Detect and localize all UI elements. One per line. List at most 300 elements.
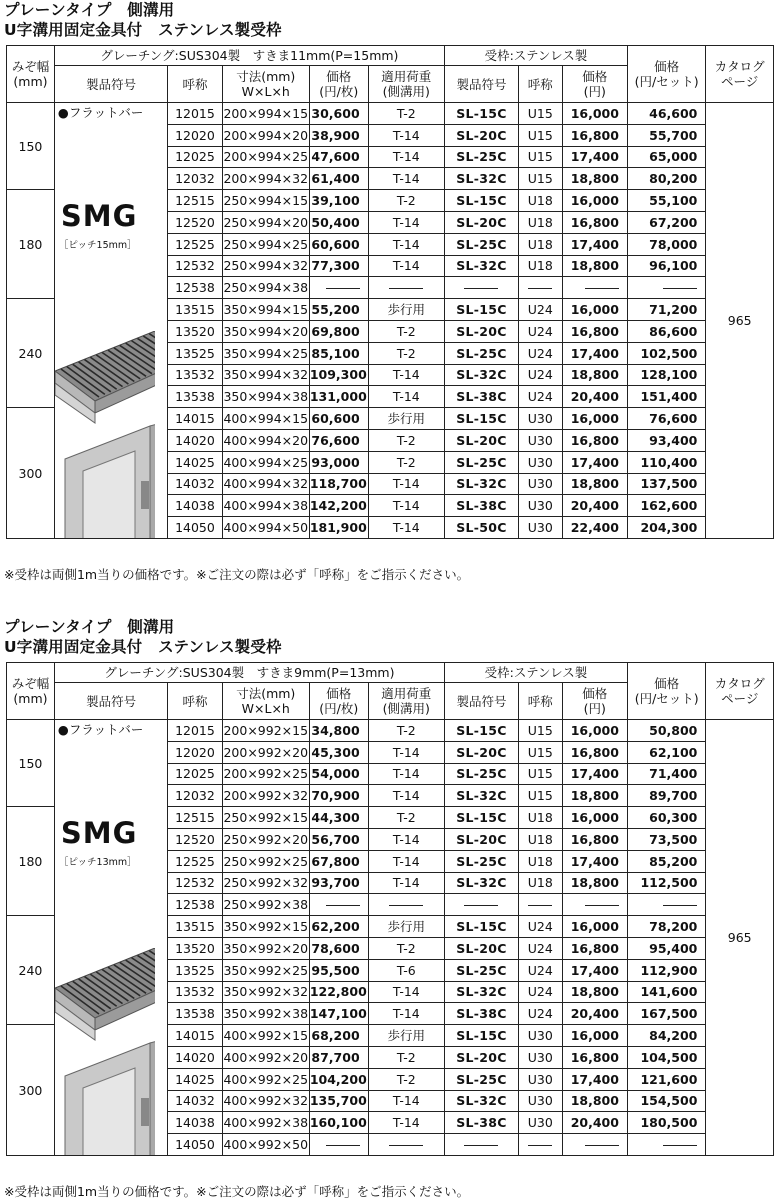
name-cell: 12515 — [168, 807, 222, 829]
name-header: 呼称 — [168, 683, 222, 720]
frame-price-cell — [562, 894, 627, 916]
frame-code-cell: SL-32C — [444, 255, 518, 277]
set-price-cell: 112,900 — [627, 959, 705, 981]
frame-code-cell: SL-15C — [444, 1025, 518, 1047]
section-title-line2: U字溝用固定金具付 ステンレス製受枠 — [4, 21, 282, 39]
unit-price-cell: 54,000 — [309, 763, 368, 785]
unit-price-cell: 77,300 — [309, 255, 368, 277]
load-cell: T-14 — [368, 233, 444, 255]
dimensions-cell: 350×992×25 — [222, 959, 309, 981]
frame-price-cell: 20,400 — [562, 1003, 627, 1025]
width-cell: 150 — [7, 720, 55, 807]
name-cell: 12025 — [168, 146, 222, 168]
set-price-cell: 204,300 — [627, 517, 705, 539]
not-available-dash — [663, 905, 697, 906]
unit-price-cell: 38,900 — [309, 124, 368, 146]
unit-price-cell: 181,900 — [309, 517, 368, 539]
dimensions-cell: 200×994×32 — [222, 168, 309, 190]
name-cell: 13532 — [168, 364, 222, 386]
load-cell: T-14 — [368, 386, 444, 408]
frame-name-cell: U24 — [519, 364, 563, 386]
frame-code-cell: SL-25C — [444, 342, 518, 364]
load-cell — [368, 277, 444, 299]
load-cell: T-14 — [368, 211, 444, 233]
catalog-page-cell: 965 — [706, 720, 774, 1156]
set-price-cell: 151,400 — [627, 386, 705, 408]
frame-name-cell: U30 — [519, 429, 563, 451]
frame-name-cell: U15 — [519, 741, 563, 763]
frame-name-cell: U30 — [519, 1025, 563, 1047]
frame-code-cell: SL-15C — [444, 190, 518, 212]
load-cell: T-14 — [368, 364, 444, 386]
unit-price-cell: 104,200 — [309, 1068, 368, 1090]
set-price-cell: 85,200 — [627, 850, 705, 872]
dimensions-cell: 200×994×25 — [222, 146, 309, 168]
unit-price-cell: 55,200 — [309, 299, 368, 321]
name-cell: 12020 — [168, 124, 222, 146]
frame-price-cell: 18,800 — [562, 364, 627, 386]
frame-name-cell: U30 — [519, 473, 563, 495]
frame-group-header: 受枠:ステンレス製 — [444, 46, 627, 66]
frame-price-cell: 16,000 — [562, 299, 627, 321]
set-price-cell: 110,400 — [627, 451, 705, 473]
unit-price-cell: 93,700 — [309, 872, 368, 894]
load-cell: 歩行用 — [368, 299, 444, 321]
frame-code-cell: SL-20C — [444, 429, 518, 451]
frame-price-cell: 16,800 — [562, 937, 627, 959]
set-price-cell: 84,200 — [627, 1025, 705, 1047]
dimensions-cell: 350×992×15 — [222, 916, 309, 938]
not-available-dash — [663, 1145, 697, 1146]
load-cell: T-14 — [368, 1090, 444, 1112]
unit-price-header: 価格 (円/枚) — [309, 66, 368, 103]
frame-name-cell: U15 — [519, 720, 563, 742]
catalog-page-header: カタログ ページ — [706, 663, 774, 720]
load-cell: T-14 — [368, 1003, 444, 1025]
unit-price-cell: 135,700 — [309, 1090, 368, 1112]
dimensions-cell: 250×992×25 — [222, 850, 309, 872]
table-row — [7, 720, 774, 742]
load-cell: T-14 — [368, 168, 444, 190]
frame-name-cell: U30 — [519, 1046, 563, 1068]
load-cell — [368, 894, 444, 916]
frame-code-cell — [444, 277, 518, 299]
set-price-cell: 112,500 — [627, 872, 705, 894]
frame-name-cell — [519, 1134, 563, 1156]
section-title-line1: プレーンタイプ 側溝用 — [4, 618, 175, 636]
frame-price-cell: 17,400 — [562, 959, 627, 981]
load-cell: T-2 — [368, 1046, 444, 1068]
set-price-cell: 78,200 — [627, 916, 705, 938]
not-available-dash — [528, 905, 552, 906]
load-cell: T-2 — [368, 342, 444, 364]
grating-product-illustration — [55, 331, 155, 538]
unit-price-cell: 76,600 — [309, 429, 368, 451]
not-available-dash — [585, 1145, 619, 1146]
frame-price-cell: 16,000 — [562, 190, 627, 212]
unit-price-cell: 87,700 — [309, 1046, 368, 1068]
dimensions-cell: 350×994×32 — [222, 364, 309, 386]
name-cell: 14032 — [168, 473, 222, 495]
width-cell: 300 — [7, 1025, 55, 1156]
not-available-dash — [389, 905, 423, 906]
frame-name-cell — [519, 277, 563, 299]
load-cell: T-2 — [368, 937, 444, 959]
set-price-cell — [627, 1134, 705, 1156]
set-price-cell: 50,800 — [627, 720, 705, 742]
dimensions-header: 寸法(mm) W×L×h — [222, 66, 309, 103]
frame-name-cell: U24 — [519, 937, 563, 959]
name-cell: 14020 — [168, 429, 222, 451]
frame-name-cell: U30 — [519, 451, 563, 473]
frame-price-cell: 16,800 — [562, 124, 627, 146]
frame-code-cell: SL-25C — [444, 146, 518, 168]
frame-name-cell: U30 — [519, 1090, 563, 1112]
unit-price-cell: 56,700 — [309, 828, 368, 850]
width-column-header: みぞ幅 (mm) — [7, 663, 55, 720]
not-available-dash — [528, 1145, 552, 1146]
pitch-label: ［ピッチ13mm］ — [58, 857, 137, 868]
price-table — [6, 45, 774, 539]
name-cell: 14038 — [168, 495, 222, 517]
name-cell: 12020 — [168, 741, 222, 763]
footnote: ※受枠は両側1m当りの価格です。※ご注文の際は必ず「呼称」をご指示ください。 — [4, 1184, 470, 1199]
frame-price-cell: 16,000 — [562, 408, 627, 430]
name-cell: 13525 — [168, 342, 222, 364]
name-cell: 12515 — [168, 190, 222, 212]
frame-code-cell: SL-32C — [444, 473, 518, 495]
frame-name-cell: U30 — [519, 1112, 563, 1134]
load-cell: T-14 — [368, 763, 444, 785]
frame-code-cell: SL-15C — [444, 103, 518, 125]
frame-code-cell: SL-20C — [444, 320, 518, 342]
name-cell: 14025 — [168, 451, 222, 473]
unit-price-cell: 147,100 — [309, 1003, 368, 1025]
frame-name-cell: U18 — [519, 872, 563, 894]
header-row-1 — [7, 46, 774, 66]
set-price-cell: 60,300 — [627, 807, 705, 829]
not-available-dash — [464, 905, 498, 906]
frame-code-cell: SL-32C — [444, 872, 518, 894]
dimensions-cell: 200×994×20 — [222, 124, 309, 146]
name-cell: 13520 — [168, 937, 222, 959]
not-available-dash — [585, 288, 619, 289]
dimensions-cell: 200×992×20 — [222, 741, 309, 763]
frame-name-cell: U18 — [519, 211, 563, 233]
product-code-header: 製品符号 — [54, 683, 167, 720]
frame-name-cell: U30 — [519, 517, 563, 539]
not-available-dash — [326, 288, 360, 289]
dimensions-cell: 350×994×38 — [222, 386, 309, 408]
frame-name-cell: U15 — [519, 168, 563, 190]
dimensions-cell: 400×992×50 — [222, 1134, 309, 1156]
load-cell: T-2 — [368, 429, 444, 451]
name-cell: 13538 — [168, 386, 222, 408]
load-cell: T-14 — [368, 255, 444, 277]
name-cell: 12025 — [168, 763, 222, 785]
not-available-dash — [389, 288, 423, 289]
frame-price-cell: 16,800 — [562, 828, 627, 850]
frame-price-cell: 18,800 — [562, 872, 627, 894]
load-cell: T-14 — [368, 850, 444, 872]
frame-price-header: 価格 (円) — [562, 683, 627, 720]
frame-name-cell: U24 — [519, 299, 563, 321]
product-code-cell — [54, 720, 167, 1156]
set-price-cell: 95,400 — [627, 937, 705, 959]
name-cell: 14015 — [168, 1025, 222, 1047]
unit-price-cell: 93,000 — [309, 451, 368, 473]
set-price-cell: 93,400 — [627, 429, 705, 451]
not-available-dash — [326, 1145, 360, 1146]
dimensions-cell: 400×994×38 — [222, 495, 309, 517]
not-available-dash — [464, 288, 498, 289]
set-price-cell: 67,200 — [627, 211, 705, 233]
frame-code-cell: SL-25C — [444, 959, 518, 981]
width-cell: 240 — [7, 299, 55, 408]
frame-name-cell: U24 — [519, 981, 563, 1003]
name-cell: 12520 — [168, 211, 222, 233]
load-header: 適用荷重 (側溝用) — [368, 683, 444, 720]
unit-price-cell: 160,100 — [309, 1112, 368, 1134]
load-cell: T-2 — [368, 320, 444, 342]
load-cell: T-6 — [368, 959, 444, 981]
name-cell: 12015 — [168, 720, 222, 742]
dimensions-cell: 350×992×38 — [222, 1003, 309, 1025]
frame-price-cell: 16,800 — [562, 320, 627, 342]
frame-name-cell: U24 — [519, 1003, 563, 1025]
name-cell: 14015 — [168, 408, 222, 430]
frame-name-cell: U18 — [519, 807, 563, 829]
frame-price-cell: 18,800 — [562, 473, 627, 495]
frame-name-cell: U15 — [519, 103, 563, 125]
unit-price-cell: 142,200 — [309, 495, 368, 517]
frame-price-cell: 16,000 — [562, 1025, 627, 1047]
frame-price-cell: 18,800 — [562, 168, 627, 190]
frame-name-cell: U15 — [519, 146, 563, 168]
set-price-cell: 73,500 — [627, 828, 705, 850]
catalog-page-header: カタログ ページ — [706, 46, 774, 103]
load-cell: T-2 — [368, 807, 444, 829]
dimensions-cell: 250×994×15 — [222, 190, 309, 212]
frame-code-cell: SL-15C — [444, 720, 518, 742]
frame-name-cell: U18 — [519, 255, 563, 277]
name-cell: 14020 — [168, 1046, 222, 1068]
load-cell: T-2 — [368, 451, 444, 473]
load-cell: T-14 — [368, 828, 444, 850]
load-cell: T-14 — [368, 981, 444, 1003]
unit-price-cell: 60,600 — [309, 408, 368, 430]
frame-code-cell: SL-25C — [444, 451, 518, 473]
frame-code-cell: SL-32C — [444, 785, 518, 807]
load-cell: T-14 — [368, 495, 444, 517]
name-cell: 12032 — [168, 785, 222, 807]
unit-price-cell: 39,100 — [309, 190, 368, 212]
set-price-cell: 154,500 — [627, 1090, 705, 1112]
frame-code-cell: SL-38C — [444, 1112, 518, 1134]
load-cell: T-2 — [368, 720, 444, 742]
unit-price-cell: 45,300 — [309, 741, 368, 763]
frame-name-cell: U18 — [519, 850, 563, 872]
name-cell: 12015 — [168, 103, 222, 125]
set-price-cell: 46,600 — [627, 103, 705, 125]
unit-price-cell: 50,400 — [309, 211, 368, 233]
product-code-header: 製品符号 — [54, 66, 167, 103]
frame-price-cell — [562, 1134, 627, 1156]
frame-name-cell: U24 — [519, 342, 563, 364]
frame-code-cell: SL-20C — [444, 124, 518, 146]
frame-name-cell: U24 — [519, 959, 563, 981]
frame-name-cell: U15 — [519, 785, 563, 807]
load-cell: 歩行用 — [368, 1025, 444, 1047]
frame-code-cell: SL-25C — [444, 850, 518, 872]
dimensions-cell: 400×994×50 — [222, 517, 309, 539]
dimensions-cell: 400×992×20 — [222, 1046, 309, 1068]
frame-name-header: 呼称 — [519, 66, 563, 103]
dimensions-cell: 200×994×15 — [222, 103, 309, 125]
grating-group-header: グレーチング:SUS304製 すきま9mm(P=13mm) — [54, 663, 444, 683]
frame-name-cell: U30 — [519, 495, 563, 517]
frame-price-cell: 22,400 — [562, 517, 627, 539]
load-cell: T-14 — [368, 785, 444, 807]
name-cell: 12525 — [168, 850, 222, 872]
frame-code-cell: SL-38C — [444, 1003, 518, 1025]
frame-code-cell: SL-20C — [444, 828, 518, 850]
dimensions-header: 寸法(mm) W×L×h — [222, 683, 309, 720]
frame-name-cell: U18 — [519, 828, 563, 850]
width-cell: 150 — [7, 103, 55, 190]
set-price-cell: 162,600 — [627, 495, 705, 517]
set-price-cell: 167,500 — [627, 1003, 705, 1025]
frame-price-cell: 17,400 — [562, 451, 627, 473]
set-price-cell: 71,400 — [627, 763, 705, 785]
frame-price-cell: 17,400 — [562, 850, 627, 872]
set-price-cell: 180,500 — [627, 1112, 705, 1134]
frame-price-cell — [562, 277, 627, 299]
frame-name-cell: U18 — [519, 233, 563, 255]
dimensions-cell: 250×992×32 — [222, 872, 309, 894]
frame-name-cell: U24 — [519, 386, 563, 408]
set-price-cell: 55,700 — [627, 124, 705, 146]
set-price-cell: 65,000 — [627, 146, 705, 168]
unit-price-cell — [309, 277, 368, 299]
set-price-cell: 121,600 — [627, 1068, 705, 1090]
frame-code-header: 製品符号 — [444, 683, 518, 720]
frame-price-cell: 16,000 — [562, 807, 627, 829]
set-price-cell: 71,200 — [627, 299, 705, 321]
width-cell: 180 — [7, 807, 55, 916]
set-price-cell: 62,100 — [627, 741, 705, 763]
name-cell: 13525 — [168, 959, 222, 981]
unit-price-cell: 70,900 — [309, 785, 368, 807]
frame-code-header: 製品符号 — [444, 66, 518, 103]
dimensions-cell: 200×992×32 — [222, 785, 309, 807]
set-price-cell: 78,000 — [627, 233, 705, 255]
dimensions-cell: 400×992×15 — [222, 1025, 309, 1047]
frame-code-cell: SL-25C — [444, 1068, 518, 1090]
frame-code-cell: SL-25C — [444, 233, 518, 255]
frame-name-cell: U24 — [519, 916, 563, 938]
footnote: ※受枠は両側1m当りの価格です。※ご注文の際は必ず「呼称」をご指示ください。 — [4, 567, 470, 582]
dimensions-cell: 400×994×15 — [222, 408, 309, 430]
frame-code-cell: SL-38C — [444, 386, 518, 408]
dimensions-cell: 250×994×32 — [222, 255, 309, 277]
set-price-cell: 137,500 — [627, 473, 705, 495]
frame-code-cell: SL-15C — [444, 807, 518, 829]
pitch-label: ［ピッチ15mm］ — [58, 240, 137, 251]
unit-price-cell: 68,200 — [309, 1025, 368, 1047]
dimensions-cell: 250×992×38 — [222, 894, 309, 916]
frame-code-cell: SL-32C — [444, 364, 518, 386]
load-cell: T-2 — [368, 103, 444, 125]
frame-code-cell: SL-38C — [444, 495, 518, 517]
price-table-section-1 — [0, 0, 780, 582]
unit-price-cell: 69,800 — [309, 320, 368, 342]
frame-price-header: 価格 (円) — [562, 66, 627, 103]
frame-price-cell: 17,400 — [562, 763, 627, 785]
name-cell: 12032 — [168, 168, 222, 190]
frame-price-cell: 20,400 — [562, 1112, 627, 1134]
load-cell: T-14 — [368, 741, 444, 763]
name-cell: 12538 — [168, 277, 222, 299]
unit-price-cell: 61,400 — [309, 168, 368, 190]
load-cell: T-14 — [368, 872, 444, 894]
frame-code-cell: SL-50C — [444, 517, 518, 539]
dimensions-cell: 250×992×20 — [222, 828, 309, 850]
load-cell: 歩行用 — [368, 916, 444, 938]
set-price-cell: 104,500 — [627, 1046, 705, 1068]
frame-price-cell: 16,000 — [562, 720, 627, 742]
name-cell: 13520 — [168, 320, 222, 342]
frame-group-header: 受枠:ステンレス製 — [444, 663, 627, 683]
frame-price-cell: 16,000 — [562, 103, 627, 125]
frame-price-cell: 18,800 — [562, 785, 627, 807]
set-price-cell: 96,100 — [627, 255, 705, 277]
dimensions-cell: 200×992×25 — [222, 763, 309, 785]
set-price-cell — [627, 277, 705, 299]
load-header: 適用荷重 (側溝用) — [368, 66, 444, 103]
unit-price-cell: 44,300 — [309, 807, 368, 829]
name-cell: 14050 — [168, 1134, 222, 1156]
name-cell: 14032 — [168, 1090, 222, 1112]
frame-name-header: 呼称 — [519, 683, 563, 720]
set-price-header: 価格 (円/セット) — [627, 46, 705, 103]
frame-price-cell: 18,800 — [562, 255, 627, 277]
load-cell: T-14 — [368, 146, 444, 168]
name-cell: 13538 — [168, 1003, 222, 1025]
section-title-line1: プレーンタイプ 側溝用 — [4, 1, 175, 19]
frame-name-cell — [519, 894, 563, 916]
unit-price-cell: 47,600 — [309, 146, 368, 168]
dimensions-cell: 200×992×15 — [222, 720, 309, 742]
unit-price-cell: 60,600 — [309, 233, 368, 255]
set-price-cell: 80,200 — [627, 168, 705, 190]
price-table — [6, 662, 774, 1156]
name-cell: 14038 — [168, 1112, 222, 1134]
dimensions-cell: 400×992×25 — [222, 1068, 309, 1090]
load-cell: T-14 — [368, 124, 444, 146]
frame-code-cell: SL-15C — [444, 299, 518, 321]
set-price-cell: 102,500 — [627, 342, 705, 364]
table-row — [7, 103, 774, 125]
catalog-page-cell: 965 — [706, 103, 774, 539]
frame-code-cell: SL-15C — [444, 408, 518, 430]
frame-price-cell: 17,400 — [562, 146, 627, 168]
unit-price-cell: 85,100 — [309, 342, 368, 364]
product-code-cell — [54, 103, 167, 539]
set-price-cell: 128,100 — [627, 364, 705, 386]
not-available-dash — [663, 288, 697, 289]
dimensions-cell: 350×994×15 — [222, 299, 309, 321]
